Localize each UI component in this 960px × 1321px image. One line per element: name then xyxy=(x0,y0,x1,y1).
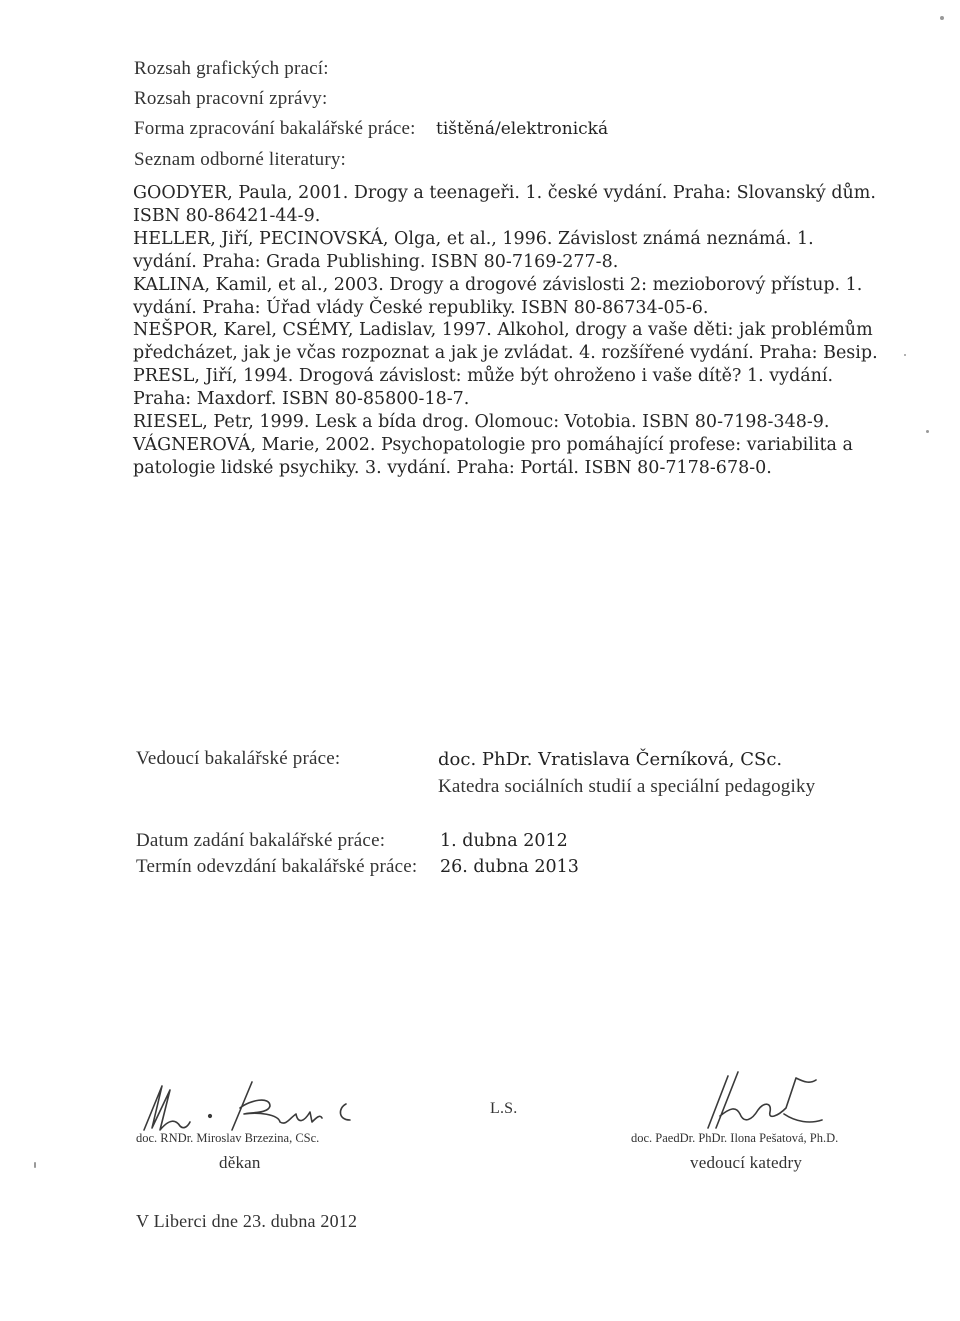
zadani-label: Datum zadání bakalářské práce: xyxy=(136,830,386,851)
reference-item: HELLER, Jiří, PECINOVSKÁ, Olga, et al., 1996. Závislost známá neznámá. 1. vydání. Praha: Grada Publishing. ISBN 80-7169-277-8. xyxy=(133,228,814,272)
supervisor-department: Katedra sociálních studií a speciální pedagogiky xyxy=(438,776,816,797)
ls-mark: L.S. xyxy=(490,1100,518,1117)
reference-item: PRESL, Jiří, 1994. Drogová závislost: může být ohroženo i vaše dítě? 1. vydání. Praha: Maxdorf. ISBN 80-85800-18-7. xyxy=(133,366,834,410)
supervisor-name: doc. PhDr. Vratislava Černíková, CSc. xyxy=(438,749,783,770)
head-role: vedoucí katedry xyxy=(690,1153,803,1172)
reference-item: RIESEL, Petr, 1999. Lesk a bída drog. Olomouc: Votobia. ISBN 80-7198-348-9. xyxy=(133,412,830,433)
reference-item: VÁGNEROVÁ, Marie, 2002. Psychopatologie pro pomáhající profese: variabilita a patologie lidské psychiky. 3. vydání. Praha: Portál. ISBN 80-7178-678-0. xyxy=(133,434,853,478)
head-name: doc. PaedDr. PhDr. Ilona Pešatová, Ph.D. xyxy=(631,1131,839,1145)
scan-speck xyxy=(926,430,929,433)
reference-item: GOODYER, Paula, 2001. Drogy a teenageři. 1. české vydání. Praha: Slovanský dům. ISBN 80-86421-44-9. xyxy=(133,183,876,226)
dean-name: doc. RNDr. Miroslav Brzezina, CSc. xyxy=(136,1131,320,1145)
zadani-value: 1. dubna 2012 xyxy=(440,831,568,851)
reference-item: NEŠPOR, Karel, CSÉMY, Ladislav, 1997. Alkohol, drogy a vaše děti: jak problémům předcházet, jak je včas rozpoznat a jak je zvládat. 4. rozšířené vydání. Praha: Besip. xyxy=(133,320,878,364)
odevzdani-label: Termín odevzdání bakalářské práce: xyxy=(136,856,418,877)
reference-list xyxy=(133,182,878,480)
seznam-literatury-label: Seznam odborné literatury: xyxy=(134,149,347,170)
odevzdani-value: 26. dubna 2013 xyxy=(440,857,579,877)
reference-item: KALINA, Kamil, et al., 2003. Drogy a drogové závislosti 2: mezioborový přístup. 1. vydání. Praha: Úřad vlády České republiky. ISBN 80-86734-05-6. xyxy=(133,274,863,318)
head-signature xyxy=(700,1066,830,1136)
scan-speck xyxy=(34,1162,36,1168)
place-date: V Liberci dne 23. dubna 2012 xyxy=(136,1211,358,1231)
forma-value: tištěná/elektronická xyxy=(436,119,609,139)
dean-role: děkan xyxy=(219,1153,261,1172)
rozsah-graficke-label: Rozsah grafických prací: xyxy=(134,58,329,79)
dean-signature xyxy=(140,1078,360,1138)
supervisor-label: Vedoucí bakalářské práce: xyxy=(136,748,341,769)
scan-speck xyxy=(940,16,944,20)
forma-label: Forma zpracování bakalářské práce: xyxy=(134,118,416,139)
rozsah-zpravy-label: Rozsah pracovní zprávy: xyxy=(134,88,328,109)
scan-speck xyxy=(904,354,906,356)
